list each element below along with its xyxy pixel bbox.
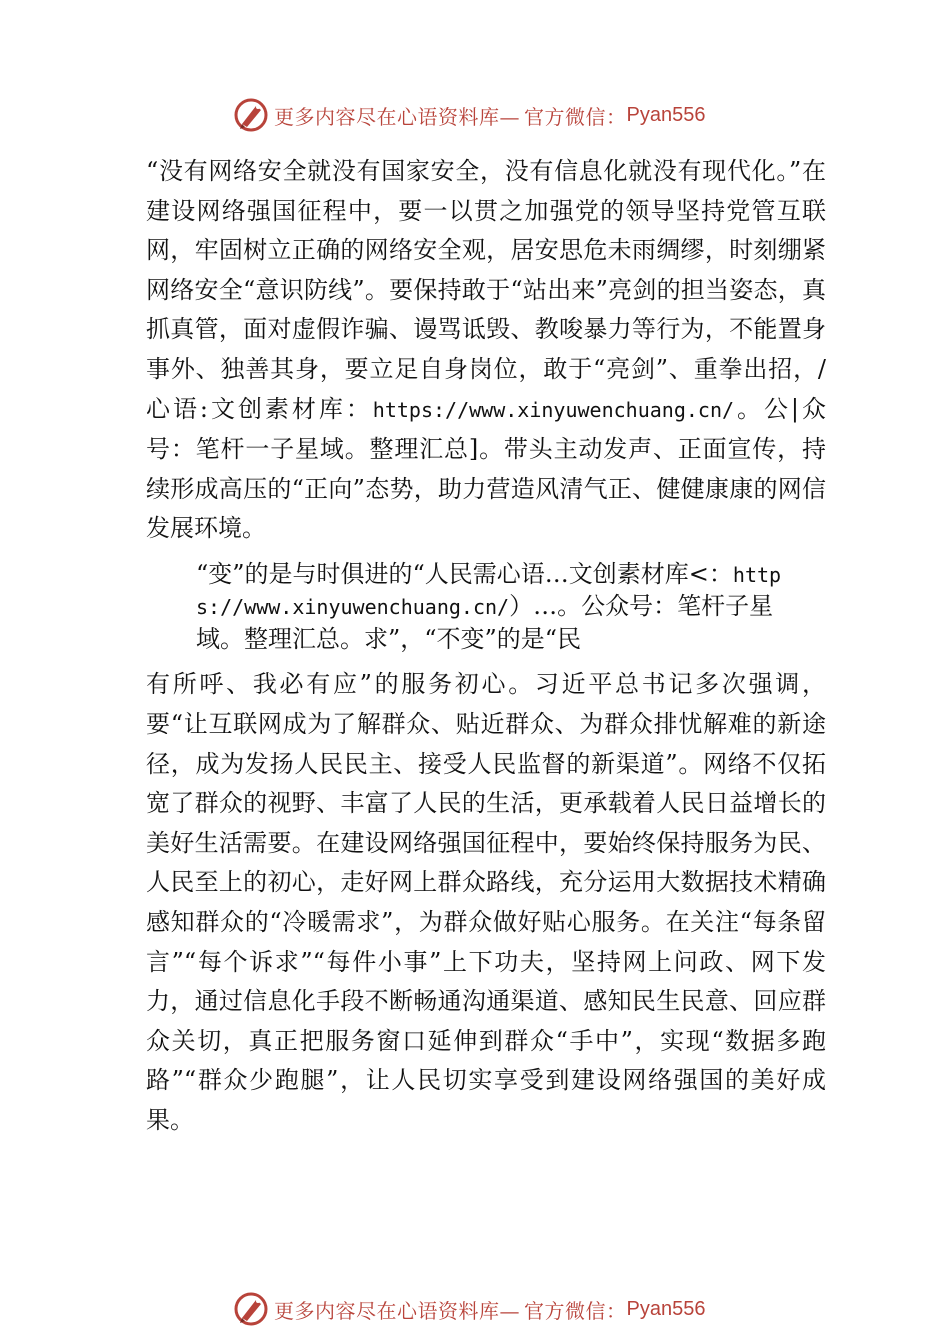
header-wechat-label: 官方微信： xyxy=(524,104,627,129)
footer-banner xyxy=(232,1290,732,1328)
paragraph-1-text-b: 。公|众号：笔杆一子星域。整理汇总]。带头主动发声、正面宣传，持续形成高压的“正向”态势，助力营造风清气正、健健康康的网信发展环境。 xyxy=(146,394,826,543)
footer-banner-text: 更多内容尽在心语资料库— xyxy=(274,1298,520,1323)
footer-wechat-label: 官方微信： xyxy=(524,1298,627,1323)
paragraph-2: 有所呼、我必有应”的服务初心。习近平总书记多次强调， 要“让互联网成为了解群众、贴近群众、为群众排忧解难的新途径，成为发扬人民民主、接受人民监督的新渠道”。网络不仅拓宽了群众的视野、丰富了人民的生活，更承载着人民日益增长的美好生活需要。在建设网络强国征程中，要始终保持服务为民、人民至上的初心，走好网上群众路线，充分运用大数据技术精确感知群众的“冷暖需求”，为群众做好贴心服务。在关注“每条留言”“每个诉求”“每件小事”上下功夫，坚持网上问政、网下发力，通过信息化手段不断畅通沟通渠道、感知民生民意、回应群众关切，真正把服务窗口延伸到群众“手中”，实现“数据多跑路”“群众少跑腿”，让人民切实享受到建设网络强国的美好成果。 xyxy=(146,670,826,1134)
quote-text-a: “变”的是与时俱进的“人民需心语…文创素材库<： xyxy=(196,559,733,588)
quote-text-b: ）…。公众号：笔杆子星域。整理汇总。求”，“不变”的是“民 xyxy=(196,592,774,653)
pen-logo-icon xyxy=(232,1290,270,1328)
header-wechat-id: Pyan556 xyxy=(626,103,706,126)
quote-block xyxy=(196,559,816,656)
paragraph-1-text-a: “没有网络安全就没有国家安全，没有信息化就没有现代化。”在建设网络强国征程中，要一以贯之加强党的领导坚持党管互联网，牢固树立正确的网络安全观，居安思危未雨绸缪，时刻绷紧网络安全“意识防线”。要保持敢于“站出来”亮剑的担当姿态，真抓真管，面对虚假诈骗、谩骂诋毁、教唆暴力等行为，不能置身事外、独善其身，要立足自身岗位，敢于“亮剑”、重拳出招，/心语:文创素材库： xyxy=(146,157,826,423)
quote-url: https://www.xinyuwenchuang.cn/ xyxy=(196,562,782,620)
header-banner-text: 更多内容尽在心语资料库— xyxy=(274,104,520,129)
pen-logo-icon xyxy=(232,96,270,134)
header-banner xyxy=(232,96,732,134)
paragraph-1 xyxy=(146,152,826,549)
document-body xyxy=(146,152,826,1141)
paragraph-1-url: https://www.xinyuwenchuang.cn/ xyxy=(372,397,735,422)
footer-wechat-id: Pyan556 xyxy=(626,1297,706,1320)
